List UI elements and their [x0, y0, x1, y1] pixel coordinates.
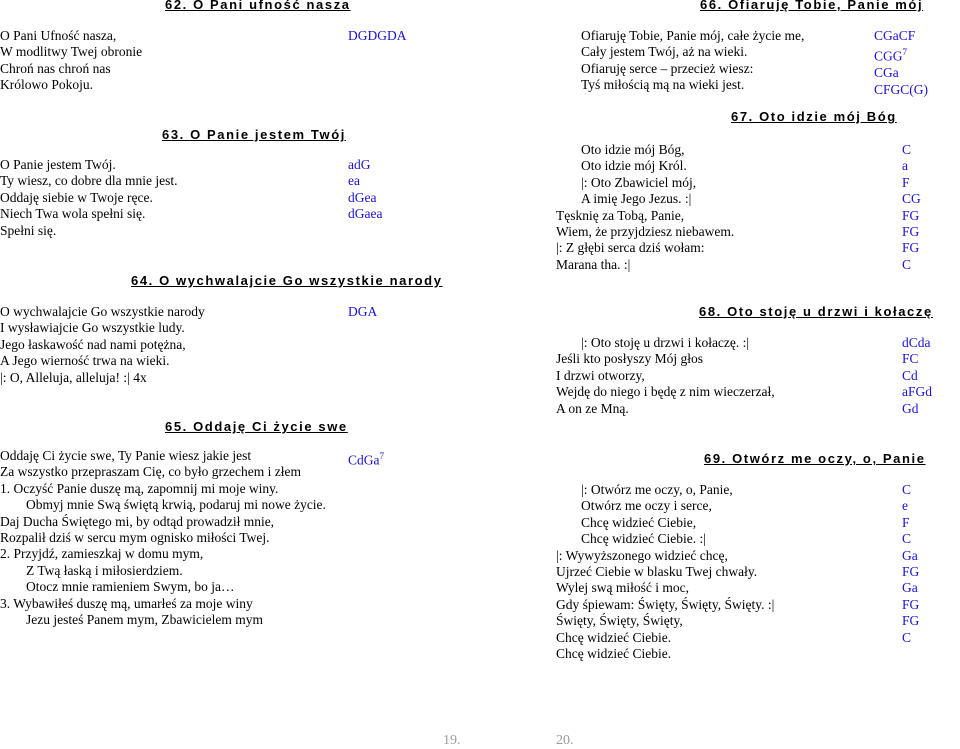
chord-line: adG	[348, 157, 371, 172]
lyric-line: A imię Jego Jezus. :|	[581, 191, 692, 207]
song-67-lyrics	[556, 142, 734, 273]
lyric-line: Z Twą łaską i miłosierdziem.	[26, 562, 183, 578]
lyric-line: A on ze Mną.	[556, 400, 629, 416]
page-number-right: 20.	[556, 733, 574, 748]
song-69-chords	[902, 482, 919, 646]
lyric-line: Oto idzie mój Bóg,	[581, 142, 685, 157]
lyric-line: Spełni się.	[0, 222, 57, 238]
chord-line: FG	[902, 613, 920, 629]
chord-line: dGaea	[348, 206, 383, 222]
lyric-line: Królowo Pokoju.	[0, 77, 94, 93]
lyric-line: Oddaję Ci życie swe, Ty Panie wiesz jakie jest	[0, 448, 252, 463]
song-64-lyrics	[0, 304, 205, 386]
lyric-line: Wylej swą miłość i moc,	[556, 580, 690, 596]
chord-line: DGDGDA	[348, 28, 407, 43]
chord-line: CdGa$^7$	[348, 451, 384, 468]
song-68-title: 68. Oto stoję u drzwi i kołaczę	[699, 304, 933, 319]
lyric-line: Rozpalił dziś w sercu mym ognisko miłości Twej.	[0, 530, 270, 546]
lyric-line: O Pani Ufność nasza,	[0, 28, 117, 43]
chord-line: e	[902, 498, 908, 514]
song-65-chords	[348, 448, 384, 469]
lyric-line: Jezu jesteś Panem mym, Zbawicielem mym	[26, 612, 263, 628]
chord-line: CGaCF	[874, 28, 916, 43]
lyric-line: 3. Wybawiłeś duszę mą, umarłeś za moje winy	[0, 595, 253, 611]
lyric-line: Otocz mnie ramieniem Swym, bo ja…	[26, 579, 235, 595]
lyric-line: |: Oto Zbawiciel mój,	[581, 174, 697, 190]
song-68-lyrics	[556, 335, 775, 417]
lyric-line: Chcę widzieć Ciebie.	[556, 646, 672, 662]
song-63-lyrics	[0, 157, 178, 239]
chord-line: FG	[902, 207, 920, 223]
song-66-lyrics	[581, 28, 804, 94]
song-64-title: 64. O wychwalajcie Go wszystkie narody	[131, 273, 443, 288]
lyric-line: Gdy śpiewam: Święty, Święty, Święty. :|	[556, 596, 775, 612]
song-63-chords	[348, 157, 382, 223]
lyric-line: Chroń nas chroń nas	[0, 60, 111, 76]
lyric-line: |: Oto stoję u drzwi i kołaczę. :|	[581, 335, 750, 350]
song-65-title: 65. Oddaję Ci życie swe	[165, 419, 348, 434]
chord-line: C	[902, 482, 912, 497]
song-68-chords	[902, 335, 932, 417]
lyric-line: Ty wiesz, co dobre dla mnie jest.	[0, 173, 178, 189]
chord-line: CFGC(G)	[874, 81, 929, 97]
lyric-line: Obmyj mnie Swą świętą krwią, podaruj mi nowe życie.	[26, 497, 326, 513]
lyric-line: Wejdę do niego i będę z nim wieczerzał,	[556, 384, 775, 400]
chord-line: F	[902, 174, 910, 190]
lyric-line: Ujrzeć Ciebie w blasku Twej chwały.	[556, 564, 758, 580]
chord-line: FG	[902, 564, 920, 580]
lyric-line: Ofiaruję serce – przecież wiesz:	[581, 60, 754, 76]
lyric-line: O wychwalajcie Go wszystkie narody	[0, 304, 205, 319]
lyric-line: Wiem, że przyjdziesz niebawem.	[556, 224, 735, 240]
lyric-line: Oto idzie mój Król.	[581, 158, 687, 174]
lyric-line: Za wszystko przepraszam Cię, co było grzechem i złem	[0, 464, 302, 480]
chord-line: Ga	[902, 580, 918, 596]
chord-line: dGea	[348, 189, 377, 205]
chord-line: F	[902, 514, 910, 530]
chord-line: CGG$^7$	[874, 47, 908, 64]
lyric-line: |: Z głębi serca dziś wołam:	[556, 240, 705, 256]
chord-line: FC	[902, 351, 919, 367]
lyric-line: Otwórz me oczy i serce,	[581, 498, 712, 514]
chord-line: Cd	[902, 367, 918, 383]
chord-line: Ga	[902, 547, 918, 563]
chord-line: CG	[902, 191, 921, 207]
chord-line: Gd	[902, 400, 919, 416]
song-67-chords	[902, 142, 921, 273]
lyric-line: I wysławiajcie Go wszystkie ludy.	[0, 320, 185, 336]
song-67-title: 67. Oto idzie mój Bóg	[731, 109, 897, 124]
chord-line: DGA	[348, 304, 378, 319]
chord-line: C	[902, 142, 912, 157]
song-66-title: 66. Ofiaruję Tobie, Panie mój	[700, 0, 924, 12]
song-69-title: 69. Otwórz me oczy, o, Panie	[704, 451, 926, 466]
lyric-line: Jego łaskawość nad nami potężna,	[0, 336, 186, 352]
lyric-line: Ofiaruję Tobie, Panie mój, całe życie me,	[581, 28, 805, 43]
song-62-lyrics	[0, 28, 142, 94]
chord-line: dCda	[902, 335, 931, 350]
chord-line: C	[902, 256, 912, 272]
lyric-line: |: Otwórz me oczy, o, Panie,	[581, 482, 733, 497]
lyric-line: Jeśli kto posłyszy Mój głos	[556, 351, 704, 367]
lyric-line: Chcę widzieć Ciebie.	[556, 629, 672, 645]
chord-line: FG	[902, 224, 920, 240]
lyric-line: 1. Oczyść Panie duszę mą, zapomnij mi moje winy.	[0, 480, 279, 496]
lyric-line: Chcę widzieć Ciebie. :|	[581, 531, 706, 547]
chord-line: FG	[902, 596, 920, 612]
lyric-line: Chcę widzieć Ciebie,	[581, 514, 697, 530]
song-66-chords	[874, 28, 928, 98]
chord-line: FG	[902, 240, 920, 256]
lyric-line: W modlitwy Twej obronie	[0, 44, 143, 60]
lyric-line: Oddaję siebie w Twoje ręce.	[0, 189, 153, 205]
chord-line: a	[902, 158, 908, 174]
chord-line: ea	[348, 173, 360, 189]
lyric-line: Tyś miłością mą na wieki jest.	[581, 77, 745, 93]
page-number-left: 19.	[443, 733, 461, 748]
lyric-line: Tęsknię za Tobą, Panie,	[556, 207, 685, 223]
chord-line: C	[902, 629, 912, 645]
lyric-line: Cały jestem Twój, aż na wieki.	[581, 44, 748, 60]
song-62-chords	[348, 28, 407, 44]
chord-line: CGa	[874, 65, 899, 81]
lyric-line: Niech Twa wola spełni się.	[0, 206, 146, 222]
lyric-line: 2. Przyjdź, zamieszkaj w domu mym,	[0, 546, 204, 562]
lyric-line: Święty, Święty, Święty,	[556, 613, 683, 629]
lyric-line: I drzwi otworzy,	[556, 367, 645, 383]
song-62-title: 62. O Pani ufność nasza	[165, 0, 351, 12]
lyric-line: A Jego wierność trwa na wieki.	[0, 353, 170, 369]
lyric-line: |: O, Alleluja, alleluja! :| 4x	[0, 369, 147, 385]
song-64-chords	[348, 304, 377, 320]
chord-line: aFGd	[902, 384, 932, 400]
lyric-line: Daj Ducha Świętego mi, by odtąd prowadził mnie,	[0, 513, 275, 529]
lyric-line: O Panie jestem Twój.	[0, 157, 116, 172]
song-65-lyrics	[0, 448, 326, 628]
lyric-line: |: Wywyższonego widzieć chcę,	[556, 547, 728, 563]
chord-line: C	[902, 531, 912, 547]
song-69-lyrics	[556, 482, 774, 662]
song-63-title: 63. O Panie jestem Twój	[162, 127, 346, 142]
lyric-line: Marana tha. :|	[556, 256, 631, 272]
